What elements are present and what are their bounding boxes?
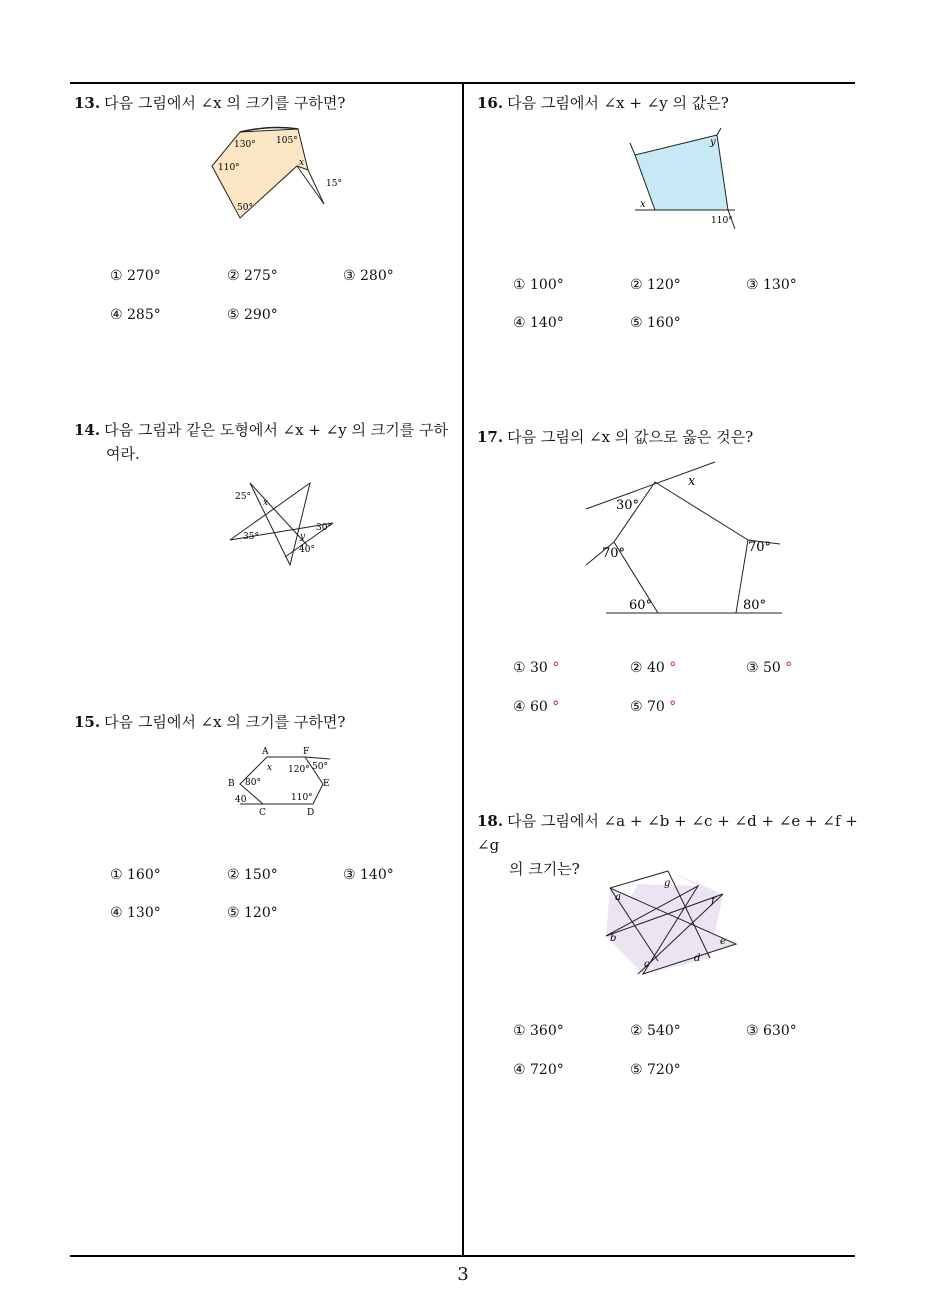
question-text-cont: 여라. bbox=[106, 445, 140, 463]
angle-label: y bbox=[300, 532, 306, 542]
angle-label: 50° bbox=[312, 762, 328, 772]
question-text-cont: 의 크기는? bbox=[509, 860, 580, 878]
choice-3[interactable]: ③ 130° bbox=[746, 277, 797, 293]
choice-4[interactable]: ④ 285° bbox=[110, 307, 161, 323]
angle-label: 120° bbox=[288, 765, 310, 775]
degree-mark: ° bbox=[552, 660, 560, 676]
choice-2[interactable]: ② 150° bbox=[227, 867, 278, 883]
question-text: 다음 그림에서 ∠x + ∠y 의 값은? bbox=[507, 94, 729, 112]
question-text: 다음 그림에서 ∠a + ∠b + ∠c + ∠d + ∠e + ∠f + ∠g bbox=[477, 812, 858, 854]
question-number: 14. bbox=[74, 421, 101, 439]
choices-q13 bbox=[110, 268, 450, 328]
angle-label: 130° bbox=[234, 140, 256, 150]
angle-label: 60° bbox=[629, 598, 653, 613]
figure-q13 bbox=[200, 122, 350, 222]
vertex-label: B bbox=[228, 779, 235, 789]
question-number: 18. bbox=[477, 812, 504, 830]
angle-label: 40 bbox=[235, 795, 247, 805]
extension-line-2 bbox=[308, 170, 324, 204]
choice-3[interactable]: ③ 630° bbox=[746, 1023, 797, 1039]
choice-5[interactable]: ⑤ 720° bbox=[630, 1062, 681, 1078]
top-line bbox=[586, 462, 715, 509]
choice-1[interactable]: ① 30 ° bbox=[513, 660, 560, 676]
choice-1[interactable]: ① 160° bbox=[110, 867, 161, 883]
choice-1[interactable]: ① 100° bbox=[513, 277, 564, 293]
angle-label: 35° bbox=[243, 532, 259, 542]
choice-5[interactable]: ⑤ 290° bbox=[227, 307, 278, 323]
angle-label: 25° bbox=[235, 492, 251, 502]
angle-label: y bbox=[710, 137, 716, 148]
angle-label: 110° bbox=[711, 216, 733, 226]
angle-label: d bbox=[694, 953, 701, 964]
figure-q18 bbox=[598, 866, 743, 981]
degree-mark: ° bbox=[552, 699, 560, 715]
question-text: 다음 그림에서 ∠x 의 크기를 구하면? bbox=[104, 94, 346, 112]
question-number: 16. bbox=[477, 94, 504, 112]
vertex-label: F bbox=[303, 747, 310, 757]
choice-3[interactable]: ③ 140° bbox=[343, 867, 394, 883]
angle-label: 80° bbox=[245, 778, 261, 788]
choices-q15 bbox=[110, 867, 450, 927]
angle-label: 50° bbox=[237, 203, 253, 213]
choices-q16 bbox=[513, 277, 853, 337]
question-text: 다음 그림의 ∠x 의 값으로 옳은 것은? bbox=[507, 428, 754, 446]
choice-1[interactable]: ① 360° bbox=[513, 1023, 564, 1039]
vertex-label: E bbox=[323, 779, 330, 789]
angle-label: 70° bbox=[748, 540, 772, 555]
choice-4[interactable]: ④ 140° bbox=[513, 315, 564, 331]
angle-label: 80° bbox=[743, 598, 767, 613]
question-16 bbox=[477, 91, 857, 115]
angle-label: 30° bbox=[316, 523, 332, 533]
degree-mark: ° bbox=[669, 660, 677, 676]
vertex-label: C bbox=[259, 808, 266, 818]
angle-label: x bbox=[688, 474, 696, 489]
choice-2[interactable]: ② 540° bbox=[630, 1023, 681, 1039]
angle-label: c bbox=[644, 959, 650, 970]
angle-label: 70° bbox=[602, 546, 626, 561]
degree-mark: ° bbox=[785, 660, 793, 676]
choice-2[interactable]: ② 120° bbox=[630, 277, 681, 293]
angle-label: x bbox=[640, 199, 646, 210]
question-13 bbox=[74, 91, 454, 115]
choice-4[interactable]: ④ 130° bbox=[110, 905, 161, 921]
choice-5[interactable]: ⑤ 160° bbox=[630, 315, 681, 331]
page-number: 3 bbox=[457, 1264, 469, 1285]
question-15 bbox=[74, 710, 454, 734]
angle-label: 30° bbox=[616, 498, 640, 513]
angle-label: 105° bbox=[276, 136, 298, 146]
choices-q17 bbox=[513, 660, 853, 720]
question-number: 15. bbox=[74, 713, 101, 731]
degree-mark: ° bbox=[669, 699, 677, 715]
choice-2[interactable]: ② 40 ° bbox=[630, 660, 677, 676]
choice-5[interactable]: ⑤ 120° bbox=[227, 905, 278, 921]
choice-4[interactable]: ④ 720° bbox=[513, 1062, 564, 1078]
extension-line-2 bbox=[717, 128, 721, 135]
choice-5[interactable]: ⑤ 70 ° bbox=[630, 699, 677, 715]
extension-line bbox=[630, 143, 635, 155]
column-divider bbox=[462, 83, 464, 1256]
question-text: 다음 그림과 같은 도형에서 ∠x + ∠y 의 크기를 구하 bbox=[104, 421, 448, 439]
angle-label: 15° bbox=[326, 179, 342, 189]
figure-q14 bbox=[225, 475, 340, 570]
angle-label: 110° bbox=[291, 793, 313, 803]
bottom-rule bbox=[70, 1255, 855, 1257]
figure-q16 bbox=[625, 125, 745, 235]
figure-q15 bbox=[225, 742, 340, 822]
angle-label: g bbox=[664, 878, 671, 889]
choice-2[interactable]: ② 275° bbox=[227, 268, 278, 284]
extension-line-2 bbox=[305, 757, 330, 759]
question-17 bbox=[477, 425, 857, 449]
question-number: 17. bbox=[477, 428, 504, 446]
figure-q17 bbox=[580, 458, 790, 618]
choice-4[interactable]: ④ 60 ° bbox=[513, 699, 560, 715]
choice-3[interactable]: ③ 280° bbox=[343, 268, 394, 284]
choice-3[interactable]: ③ 50 ° bbox=[746, 660, 793, 676]
question-text: 다음 그림에서 ∠x 의 크기를 구하면? bbox=[104, 713, 346, 731]
vertex-label: D bbox=[307, 808, 315, 818]
star-shape bbox=[606, 871, 736, 974]
angle-label: x bbox=[267, 763, 273, 773]
choice-1[interactable]: ① 270° bbox=[110, 268, 161, 284]
angle-label: e bbox=[720, 936, 726, 947]
extension-line bbox=[297, 166, 324, 204]
angle-label: x bbox=[263, 498, 269, 508]
angle-label: a bbox=[615, 892, 621, 903]
question-number: 13. bbox=[74, 94, 101, 112]
angle-label: b bbox=[610, 933, 617, 944]
angle-label: x bbox=[299, 158, 305, 168]
angle-label: f bbox=[711, 896, 715, 907]
choices-q18 bbox=[513, 1023, 853, 1083]
angle-label: 110° bbox=[218, 163, 240, 173]
question-14 bbox=[74, 418, 459, 466]
vertex-label: A bbox=[262, 747, 269, 757]
angle-label: 40° bbox=[299, 545, 315, 555]
